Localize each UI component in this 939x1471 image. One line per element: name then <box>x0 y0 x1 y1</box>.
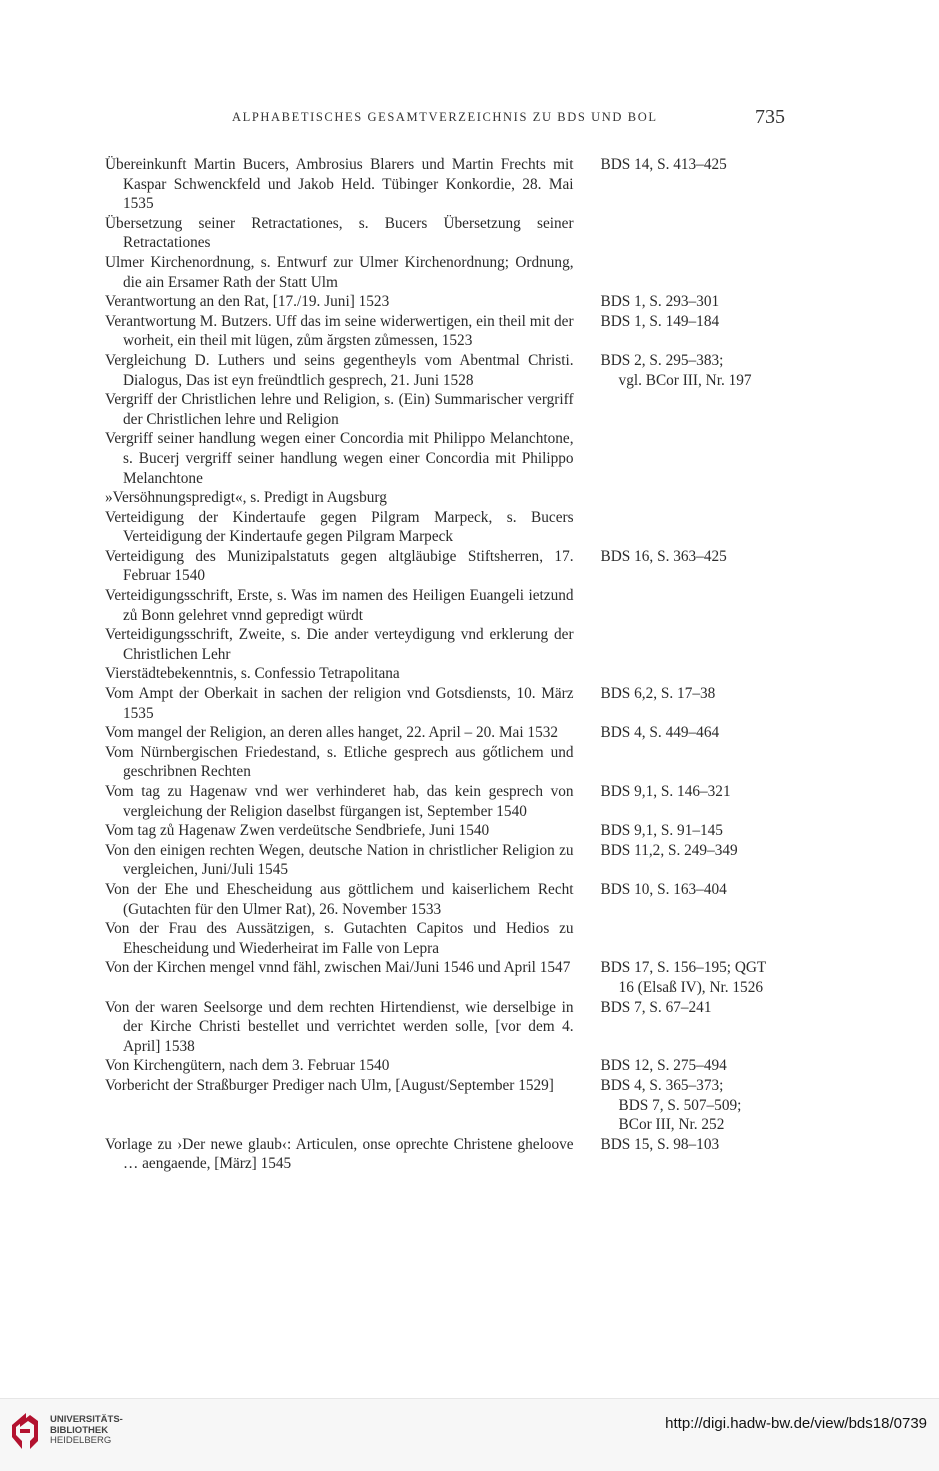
entry-reference <box>601 508 785 547</box>
index-entry <box>105 1135 785 1174</box>
index-entry <box>105 625 785 664</box>
entry-title: Vorlage zu ›Der newe glaub‹: Articulen, onse oprechte Christene gheloove … aengaende, [März] 1545 <box>105 1135 574 1173</box>
entry-reference: BDS 11,2, S. 249–349 <box>600 841 738 859</box>
index-entry <box>105 1076 785 1135</box>
index-entry <box>105 390 785 429</box>
index-entry <box>105 351 785 390</box>
entry-title: Vorbericht der Straßburger Prediger nach Ulm, [August/September 1529] <box>105 1076 554 1094</box>
entry-reference: BDS 4, S. 365–373; BDS 7, S. 507–509; BCor III, Nr. 252 <box>600 1076 742 1134</box>
entry-title: Verteidigung der Kindertaufe gegen Pilgram Marpeck, s. Bucers Verteidigung der Kindertaufe gegen Pilgram Marpeck <box>105 508 574 546</box>
entry-reference <box>601 919 785 958</box>
entry-title: Von Kirchengütern, nach dem 3. Februar 1540 <box>105 1057 390 1075</box>
entry-title: Von der Frau des Aussätzigen, s. Gutachten Capitos und Hedios zu Ehescheidung und Wiederheirat im Falle von Lepra <box>105 920 574 957</box>
index-entry <box>105 155 785 214</box>
index-entry <box>105 547 785 586</box>
index-entry <box>105 821 785 841</box>
index-entry <box>105 292 785 312</box>
index-entry <box>105 998 785 1057</box>
entry-reference <box>601 390 785 429</box>
entry-title: Verteidigungsschrift, Erste, s. Was im namen des Heiligen Euangeli ietzund zů Bonn gelehret vnnd gepredigt würdt <box>105 587 574 624</box>
library-logo[interactable] <box>8 1411 123 1451</box>
entry-title: Vergriff seiner handlung wegen einer Concordia mit Philippo Melanchtone, s. Bucerj vergriff seiner handlung wegen einer Concordia mit Philippo Melanchtone <box>105 430 574 487</box>
entry-title: Vom Nürnbergischen Friedestand, s. Etliche gesprech aus gőtlichem und geschribnen Rechten <box>105 743 574 781</box>
entry-title: Übereinkunft Martin Bucers, Ambrosius Blarers und Martin Frechts mit Kaspar Schwenckfeld und Jakob Held. Tübinger Konkordie, 28. Mai 1535 <box>105 156 574 213</box>
entry-title: Vom mangel der Religion, an deren alles hanget, 22. April – 20. Mai 1532 <box>105 724 559 742</box>
entry-reference: BDS 12, S. 275–494 <box>600 1057 727 1075</box>
entry-reference <box>601 625 785 664</box>
entry-reference: BDS 14, S. 413–425 <box>600 156 727 173</box>
index-entries <box>105 155 785 1174</box>
footer-bar <box>0 1398 939 1471</box>
index-entry <box>105 723 785 743</box>
entry-title: Von der waren Seelsorge und dem rechten Hirtendienst, wie derselbige in der Kirche Christi bestellet und verrichtet werden solle, [vor dem 4. April] 1538 <box>105 998 574 1055</box>
library-name-line1: UNIVERSITÄTS- <box>50 1414 123 1426</box>
index-entry <box>105 684 785 723</box>
index-entry <box>105 429 785 488</box>
entry-title: Vergriff der Christlichen lehre und Religion, s. (Ein) Summarischer vergriff der Christlichen lehre und Religion <box>105 391 574 428</box>
entry-reference <box>601 586 785 625</box>
entry-title: Übersetzung seiner Retractationes, s. Bucers Übersetzung seiner Retractationes <box>105 214 574 252</box>
entry-reference: BDS 7, S. 67–241 <box>600 998 712 1016</box>
entry-title: Verantwortung M. Butzers. Uff das im seine widerwertigen, ein theil mit der worheit, ein theil mit lügen, zům ărgsten zůmessen, 1523 <box>105 312 574 350</box>
entry-reference: BDS 17, S. 156–195; QGT 16 (Elsaß IV), Nr. 1526 <box>600 959 767 996</box>
index-entry <box>105 214 785 253</box>
entry-title: Von den einigen rechten Wegen, deutsche Nation in christlicher Religion zu vergleichen, Juni/Juli 1545 <box>105 841 574 879</box>
index-entry <box>105 488 785 508</box>
entry-reference <box>601 429 785 488</box>
entry-reference <box>601 664 785 684</box>
entry-reference: BDS 2, S. 295–383; vgl. BCor III, Nr. 197 <box>600 351 752 389</box>
index-entry <box>105 919 785 958</box>
index-entry <box>105 253 785 292</box>
entry-reference: BDS 4, S. 449–464 <box>600 724 720 742</box>
entry-reference: BDS 1, S. 293–301 <box>600 293 720 311</box>
entry-title: Ulmer Kirchenordnung, s. Entwurf zur Ulmer Kirchenordnung; Ordnung, die ain Ersamer Rath der Statt Ulm <box>105 253 574 291</box>
entry-title: »Versöhnungspredigt«, s. Predigt in Augsburg <box>105 489 387 507</box>
index-entry <box>105 841 785 880</box>
entry-title: Vom tag zů Hagenaw Zwen verdeütsche Sendbriefe, Juni 1540 <box>105 822 490 840</box>
entry-title: Von der Kirchen mengel vnnd fähl, zwischen Mai/Juni 1546 und April 1547 <box>105 959 571 977</box>
entry-reference <box>601 214 785 253</box>
entry-reference: BDS 1, S. 149–184 <box>600 312 720 330</box>
entry-reference: BDS 9,1, S. 146–321 <box>600 783 731 800</box>
index-entry <box>105 1056 785 1076</box>
entry-title: Vom Ampt der Oberkait in sachen der religion vnd Gotsdiensts, 10. März 1535 <box>105 685 574 722</box>
index-entry <box>105 664 785 684</box>
entry-reference: BDS 9,1, S. 91–145 <box>600 822 723 840</box>
entry-reference: BDS 15, S. 98–103 <box>600 1135 720 1153</box>
entry-reference <box>601 743 785 782</box>
library-name <box>50 1415 123 1447</box>
entry-title: Vierstädtebekenntnis, s. Confessio Tetrapolitana <box>105 665 400 683</box>
library-logo-icon <box>8 1411 44 1451</box>
index-entry <box>105 312 785 351</box>
entry-reference: BDS 16, S. 363–425 <box>600 547 727 565</box>
entry-reference: BDS 6,2, S. 17–38 <box>600 685 716 703</box>
entry-title: Vergleichung D. Luthers und seins gegentheyls vom Abentmal Christi. Dialogus, Das ist eyn freündtlich gesprech, 21. Juni 1528 <box>105 351 574 389</box>
index-entry <box>105 880 785 919</box>
entry-reference <box>601 488 785 508</box>
entry-title: Verantwortung an den Rat, [17./19. Juni] 1523 <box>105 293 390 311</box>
entry-title: Verteidigung des Munizipalstatuts gegen altgläubige Stiftsherren, 17. Februar 1540 <box>105 547 574 585</box>
index-entry <box>105 958 785 997</box>
entry-title: Von der Ehe und Ehescheidung aus göttlichem und kaiserlichem Recht (Gutachten für den Ulmer Rat), 26. November 1533 <box>105 880 574 918</box>
entry-reference: BDS 10, S. 163–404 <box>600 880 727 898</box>
index-entry <box>105 743 785 782</box>
index-entry <box>105 508 785 547</box>
source-url-link[interactable]: http://digi.hadw-bw.de/view/bds18/0739 <box>665 1415 927 1432</box>
entry-title: Verteidigungsschrift, Zweite, s. Die ander verteydigung vnd erklerung der Christlichen Lehr <box>105 626 574 663</box>
running-head: ALPHABETISCHES GESAMTVERZEICHNIS ZU BDS UND BOL <box>232 110 658 124</box>
library-name-line2: BIBLIOTHEK <box>50 1424 109 1436</box>
entry-title: Vom tag zu Hagenaw vnd wer verhinderet hab, das kein gesprech von vergleichung der Religion daselbst fürgangen ist, September 1540 <box>105 783 574 820</box>
index-entry <box>105 782 785 821</box>
library-name-line3: HEIDELBERG <box>50 1435 112 1447</box>
page-number: 735 <box>755 106 785 128</box>
entry-reference <box>601 253 785 292</box>
index-entry <box>105 586 785 625</box>
